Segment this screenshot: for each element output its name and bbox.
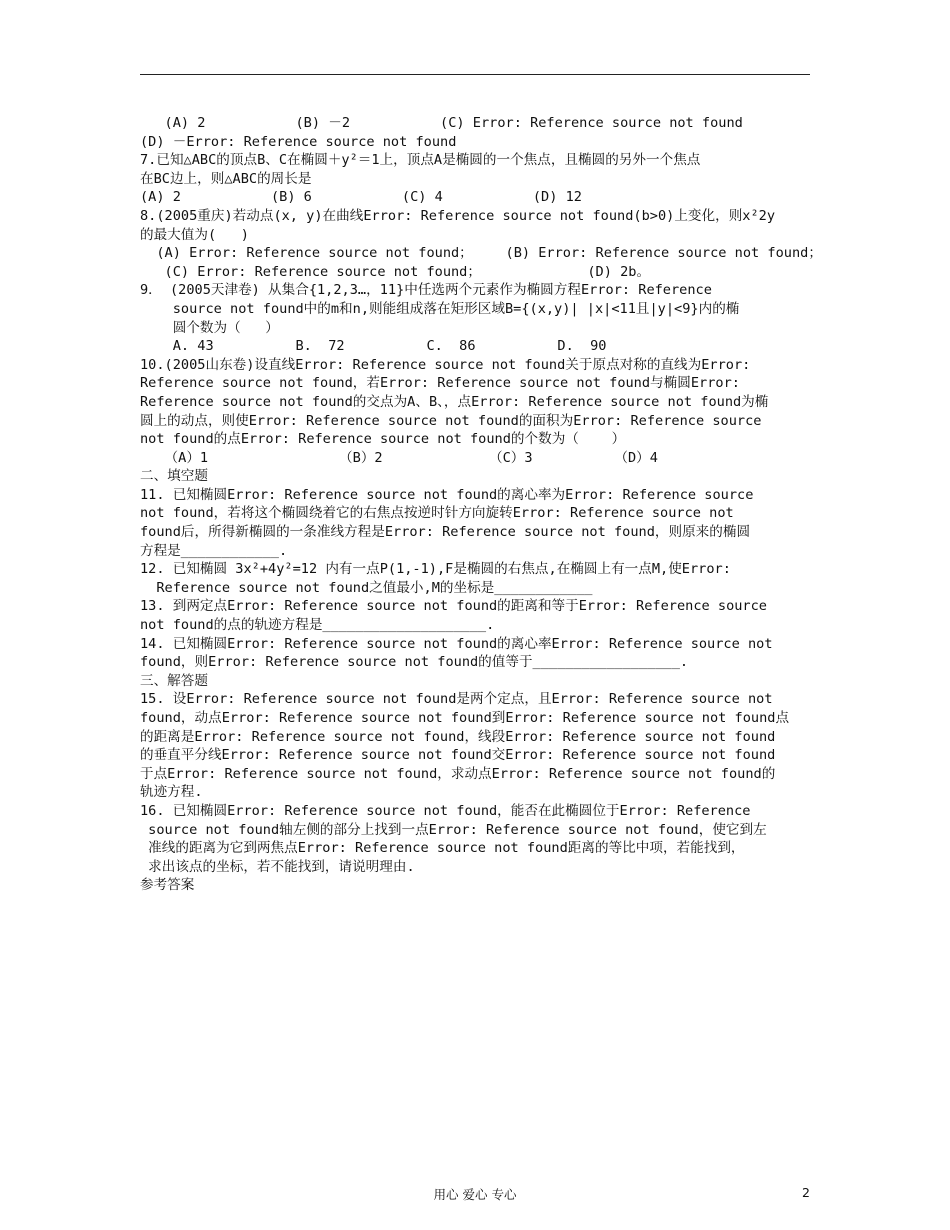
text-line: not found的点Error: Reference source not found的个数为（ ）	[140, 431, 626, 448]
text-line: 二、填空题	[140, 468, 208, 485]
text-line: Reference source not found，若Error: Reference source not found与椭圆Error:	[140, 375, 740, 392]
text-line: not found，若将这个椭圆绕着它的右焦点按逆时针方向旋转Error: Reference source not	[140, 505, 734, 522]
text-line: (D) －Error: Reference source not found	[140, 133, 457, 150]
text-line: 圆个数为（ ）	[140, 319, 279, 336]
text-line: found，动点Error: Reference source not found到Error: Reference source not found点	[140, 710, 790, 726]
text-line: Reference source not found的交点为A、B、，点Error: Reference source not found为椭	[140, 393, 769, 410]
text-line: 7.已知△ABC的顶点B、C在椭圆＋y²＝1上，顶点A是椭圆的一个焦点，且椭圆的另外一个焦点	[140, 152, 701, 169]
text-line: 求出该点的坐标，若不能找到，请说明理由.	[140, 858, 415, 875]
text-line: found后，所得新椭圆的一条准线方程是Error: Reference source not found，则原来的椭圆	[140, 524, 751, 541]
text-line: 的最大值为( )	[140, 226, 249, 243]
text-line: 于点Error: Reference source not found，求动点Error: Reference source not found的	[140, 765, 776, 782]
text-line: 方程是____________.	[140, 542, 288, 559]
text-line: 12. 已知椭圆 3x²+4y²=12 内有一点P(1,-1),F是椭圆的右焦点,在椭圆上有一点M,使Error:	[140, 561, 731, 578]
text-line: 准线的距离为它到两焦点Error: Reference source not found距离的等比中项，若能找到，	[140, 840, 745, 857]
text-line: Reference source not found之值最小,M的坐标是____________	[140, 579, 593, 596]
text-line: 14. 已知椭圆Error: Reference source not found的离心率Error: Reference source not	[140, 635, 773, 652]
text-line: source not found轴左侧的部分上找到一点Error: Reference source not found，使它到左	[140, 821, 767, 838]
text-line: 圆上的动点，则使Error: Reference source not found的面积为Error: Reference source	[140, 412, 762, 429]
text-line: not found的点的轨迹方程是____________________.	[140, 617, 495, 634]
footer-motto: 用心 爱心 专心	[433, 1187, 517, 1202]
text-line: 的距离是Error: Reference source not found，线段Error: Reference source not found	[140, 728, 776, 745]
page-number: 2	[802, 1185, 810, 1200]
text-line: 10.(2005山东卷)设直线Error: Reference source not found关于原点对称的直线为Error:	[140, 356, 751, 373]
text-line: (A) Error: Reference source not found； (B) Error: Reference source not found；	[140, 245, 822, 262]
header-rule	[140, 74, 810, 75]
text-line: A. 43 B. 72 C. 86 D. 90	[140, 338, 607, 355]
text-line: 11. 已知椭圆Error: Reference source not found的离心率为Error: Reference source	[140, 486, 754, 503]
document-body	[140, 114, 822, 895]
text-line: (A) 2 (B) 6 (C) 4 (D) 12	[140, 189, 582, 206]
text-line: 9． (2005天津卷) 从集合{1,2,3…，11}中任选两个元素作为椭圆方程Error: Reference	[140, 282, 712, 299]
text-line: 8.(2005重庆)若动点(x, y)在曲线Error: Reference source not found(b>0)上变化，则x²2y	[140, 207, 776, 224]
text-line: 轨迹方程.	[140, 784, 203, 801]
text-line: 参考答案	[140, 877, 195, 894]
text-line: 15. 设Error: Reference source not found是两个定点，且Error: Reference source not	[140, 691, 773, 708]
text-line: found，则Error: Reference source not found的值等于__________________.	[140, 654, 689, 671]
text-line: 在BC边上，则△ABC的周长是	[140, 170, 312, 187]
text-line: （A）1 （B）2 （C）3 （D）4	[140, 449, 658, 466]
text-line: 13. 到两定点Error: Reference source not found的距离和等于Error: Reference source	[140, 598, 767, 615]
text-line: 三、解答题	[140, 672, 208, 689]
text-line: 的垂直平分线Error: Reference source not found交Error: Reference source not found	[140, 747, 776, 764]
text-line: (A) 2 (B) －2 (C) Error: Reference source not found	[140, 115, 743, 131]
text-line: source not found中的m和n,则能组成落在矩形区域B={(x,y)| |x|<11且|y|<9}内的椭	[140, 300, 740, 317]
text-line: 16. 已知椭圆Error: Reference source not found，能否在此椭圆位于Error: Reference	[140, 802, 751, 819]
text-line: (C) Error: Reference source not found； (D) 2b。	[140, 263, 651, 280]
